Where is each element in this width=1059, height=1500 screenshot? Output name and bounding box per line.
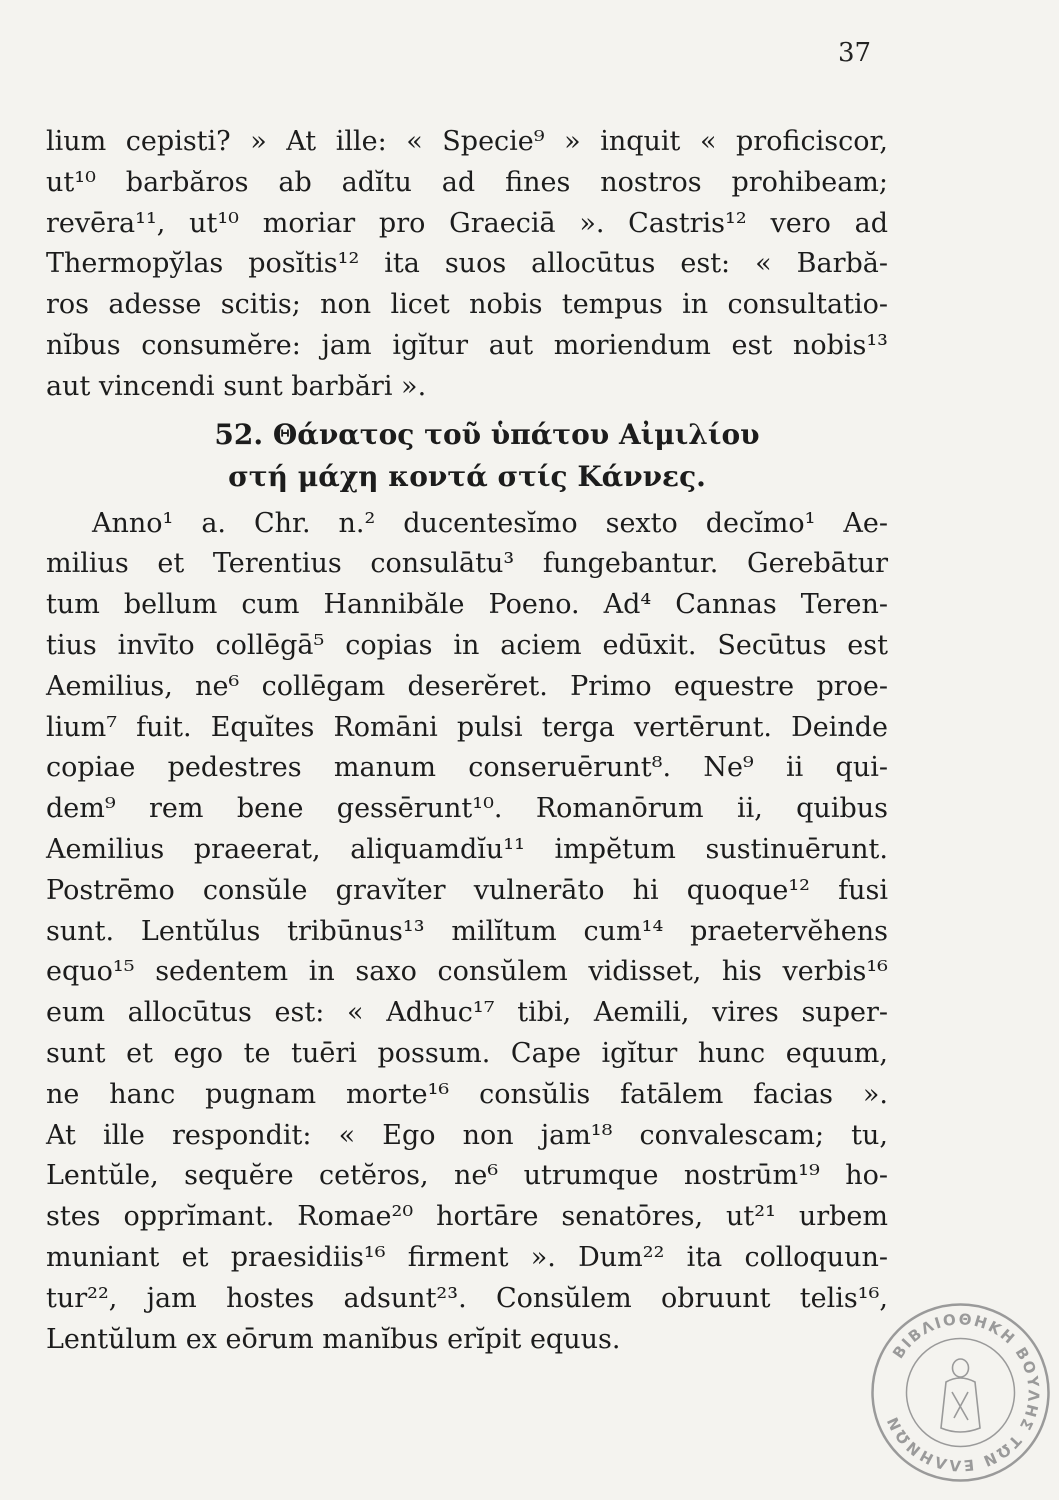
text-line: Lentŭle, sequĕre cetĕros, ne⁶ utrumque nostrūm¹⁹ ho- bbox=[46, 1160, 888, 1192]
text-line: Aemilius praeerat, aliquamdĭu¹¹ impĕtum sustinuērunt. bbox=[46, 833, 888, 865]
text-line: ros adesse scitis; non licet nobis tempus in consultatio- bbox=[46, 289, 888, 321]
text-line: tum bellum cum Hannibăle Poeno. Ad⁴ Cannas Teren- bbox=[46, 589, 888, 621]
paragraph-1 bbox=[46, 122, 888, 408]
section-heading: 52. Θάνατος τοῦ ὑπάτου Αἰμιλίου bbox=[214, 417, 760, 451]
text-line: lium cepisti? » At ille: « Specie⁹ » inquit « proficiscor, bbox=[46, 126, 888, 157]
text-line: tius invīto collēgā⁵ copias in aciem edūxit. Secūtus est bbox=[46, 629, 888, 661]
text-line: equo¹⁵ sedentem in saxo consŭlem vidisset, his verbis¹⁶ bbox=[46, 956, 888, 988]
text-line: Anno¹ a. Chr. n.² ducentesĭmo sexto decĭmo¹ Ae- bbox=[92, 507, 888, 539]
section-subheading: στή μάχη κοντά στίς Κάννες. bbox=[228, 459, 706, 493]
text-line: eum allocūtus est: « Adhuc¹⁷ tibi, Aemili, vires super- bbox=[46, 997, 888, 1029]
text-line: Lentŭlum ex eōrum manĭbus erĭpit equus. bbox=[46, 1323, 621, 1355]
text-line: ne hanc pugnam morte¹⁶ consŭlis fatālem facias ». bbox=[46, 1078, 888, 1110]
library-stamp bbox=[868, 1300, 1053, 1485]
text-line: dem⁹ rem bene gessērunt¹⁰. Romanōrum ii, quibus bbox=[46, 793, 888, 825]
text-line: copiae pedestres manum conseruērunt⁸. Ne⁹ ii qui- bbox=[46, 752, 888, 784]
text-line: Postrēmo consŭle gravĭter vulnerāto hi quoque¹² fusi bbox=[46, 874, 888, 906]
text-line: aut vincendi sunt barbări ». bbox=[46, 370, 427, 402]
page-text bbox=[46, 122, 888, 1360]
text-line: muniant et praesidiis¹⁶ firment ». Dum²² ita colloquun- bbox=[46, 1241, 888, 1273]
page-number: 37 bbox=[838, 38, 872, 68]
text-line: Aemilius, ne⁶ collēgam deserĕret. Primo equestre proe- bbox=[46, 670, 888, 702]
text-line: milius et Terentius consulātu³ fungebantur. Gerebātur bbox=[46, 548, 888, 580]
text-line: Thermopy̆las posĭtis¹² ita suos allocūtus est: « Barbă- bbox=[46, 248, 888, 280]
text-line: sunt et ego te tuēri possum. Cape igĭtur hunc equum, bbox=[46, 1037, 888, 1069]
text-line: ut¹⁰ barbăros ab adĭtu ad fines nostros prohibeam; bbox=[46, 166, 888, 198]
paragraph-2 bbox=[46, 504, 888, 1361]
text-line: stes opprĭmant. Romae²⁰ hortāre senatōres, ut²¹ urbem bbox=[46, 1201, 888, 1233]
text-line: sunt. Lentŭlus tribūnus¹³ milĭtum cum¹⁴ praetervĕhens bbox=[46, 915, 888, 947]
text-line: At ille respondit: « Ego non jam¹⁸ convalescam; tu, bbox=[46, 1119, 888, 1151]
text-line: lium⁷ fuit. Equĭtes Romāni pulsi terga vertērunt. Deinde bbox=[46, 711, 888, 743]
text-line: nĭbus consumĕre: jam igĭtur aut moriendum est nobis¹³ bbox=[46, 329, 888, 361]
svg-text:ΒΙΒΛΙΟΘΗΚΗ ΒΟΥΛΗΣ ΤΩΝ ΕΛΛΗΝΩΝ: ΒΙΒΛΙΟΘΗΚΗ ΒΟΥΛΗΣ ΤΩΝ ΕΛΛΗΝΩΝ bbox=[882, 1310, 1043, 1475]
text-line: tur²², jam hostes adsunt²³. Consŭlem obruunt telis¹⁶, bbox=[46, 1282, 888, 1314]
text-line: revēra¹¹, ut¹⁰ moriar pro Graeciā ». Castris¹² vero ad bbox=[46, 207, 888, 239]
